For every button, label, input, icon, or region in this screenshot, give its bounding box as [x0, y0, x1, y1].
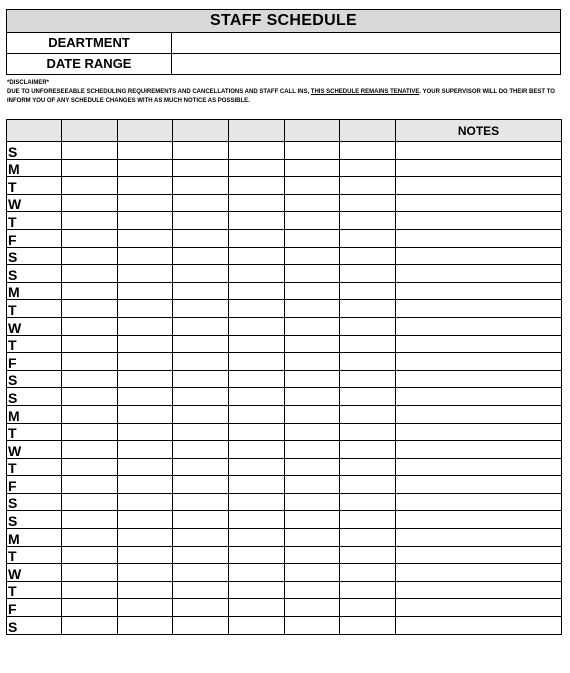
schedule-cell[interactable] — [62, 423, 118, 441]
schedule-cell[interactable] — [229, 282, 285, 300]
schedule-cell[interactable] — [62, 159, 118, 177]
schedule-cell[interactable] — [118, 335, 173, 353]
schedule-cell[interactable] — [173, 476, 229, 494]
notes-cell[interactable] — [396, 388, 562, 406]
header-cell — [118, 120, 173, 142]
schedule-cell[interactable] — [285, 388, 340, 406]
day-label: T — [7, 581, 62, 599]
schedule-cell[interactable] — [62, 493, 118, 511]
notes-cell[interactable] — [396, 529, 562, 547]
schedule-cell[interactable] — [62, 529, 118, 547]
schedule-cell[interactable] — [62, 300, 118, 318]
schedule-cell[interactable] — [173, 388, 229, 406]
schedule-cell[interactable] — [62, 458, 118, 476]
schedule-cell[interactable] — [285, 159, 340, 177]
schedule-cell[interactable] — [229, 441, 285, 459]
header-cell — [62, 120, 118, 142]
schedule-cell[interactable] — [285, 194, 340, 212]
notes-cell[interactable] — [396, 229, 562, 247]
notes-cell[interactable] — [396, 493, 562, 511]
schedule-cell[interactable] — [340, 265, 396, 283]
schedule-cell[interactable] — [340, 159, 396, 177]
schedule-cell[interactable] — [285, 142, 340, 160]
schedule-cell[interactable] — [173, 581, 229, 599]
schedule-cell[interactable] — [62, 476, 118, 494]
schedule-row — [7, 599, 562, 617]
schedule-cell[interactable] — [118, 194, 173, 212]
schedule-cell[interactable] — [285, 423, 340, 441]
notes-header: NOTES — [396, 120, 562, 142]
schedule-cell[interactable] — [62, 317, 118, 335]
schedule-cell[interactable] — [173, 564, 229, 582]
day-label: F — [7, 353, 62, 371]
schedule-cell[interactable] — [285, 335, 340, 353]
schedule-row — [7, 529, 562, 547]
schedule-cell[interactable] — [173, 423, 229, 441]
day-label: T — [7, 335, 62, 353]
day-label: M — [7, 282, 62, 300]
schedule-cell[interactable] — [62, 142, 118, 160]
day-label: T — [7, 546, 62, 564]
schedule-cell[interactable] — [173, 441, 229, 459]
schedule-cell[interactable] — [340, 493, 396, 511]
schedule-cell[interactable] — [285, 546, 340, 564]
schedule-cell[interactable] — [118, 247, 173, 265]
day-label: S — [7, 617, 62, 635]
schedule-cell[interactable] — [340, 353, 396, 371]
grid-header-row — [7, 120, 562, 142]
department-label: DEARTMENT — [7, 33, 172, 53]
schedule-cell[interactable] — [229, 194, 285, 212]
schedule-cell[interactable] — [173, 317, 229, 335]
schedule-cell[interactable] — [173, 194, 229, 212]
schedule-cell[interactable] — [62, 282, 118, 300]
schedule-cell[interactable] — [118, 353, 173, 371]
schedule-cell[interactable] — [285, 599, 340, 617]
day-label: M — [7, 529, 62, 547]
schedule-cell[interactable] — [340, 300, 396, 318]
notes-cell[interactable] — [396, 212, 562, 230]
schedule-cell[interactable] — [340, 529, 396, 547]
day-label: S — [7, 265, 62, 283]
schedule-cell[interactable] — [285, 370, 340, 388]
schedule-cell[interactable] — [285, 212, 340, 230]
schedule-cell[interactable] — [285, 458, 340, 476]
day-label: S — [7, 370, 62, 388]
schedule-row — [7, 423, 562, 441]
notes-cell[interactable] — [396, 581, 562, 599]
schedule-cell[interactable] — [285, 265, 340, 283]
schedule-row — [7, 370, 562, 388]
schedule-cell[interactable] — [62, 335, 118, 353]
schedule-cell[interactable] — [173, 247, 229, 265]
schedule-row — [7, 212, 562, 230]
day-label: S — [7, 142, 62, 160]
notes-cell[interactable] — [396, 300, 562, 318]
schedule-row — [7, 581, 562, 599]
schedule-cell[interactable] — [62, 546, 118, 564]
schedule-row — [7, 177, 562, 195]
notes-cell[interactable] — [396, 617, 562, 635]
schedule-cell[interactable] — [340, 370, 396, 388]
notes-cell[interactable] — [396, 265, 562, 283]
notes-cell[interactable] — [396, 247, 562, 265]
schedule-cell[interactable] — [229, 405, 285, 423]
schedule-cell[interactable] — [173, 546, 229, 564]
schedule-row — [7, 476, 562, 494]
schedule-cell[interactable] — [62, 581, 118, 599]
schedule-cell[interactable] — [229, 564, 285, 582]
schedule-cell[interactable] — [118, 405, 173, 423]
day-label: T — [7, 300, 62, 318]
schedule-cell[interactable] — [118, 599, 173, 617]
notes-cell[interactable] — [396, 177, 562, 195]
schedule-cell[interactable] — [340, 388, 396, 406]
schedule-cell[interactable] — [340, 335, 396, 353]
schedule-cell[interactable] — [118, 546, 173, 564]
notes-cell[interactable] — [396, 476, 562, 494]
schedule-row — [7, 194, 562, 212]
schedule-cell[interactable] — [118, 441, 173, 459]
schedule-cell[interactable] — [62, 370, 118, 388]
schedule-cell[interactable] — [118, 177, 173, 195]
day-label: W — [7, 564, 62, 582]
schedule-cell[interactable] — [340, 317, 396, 335]
schedule-cell[interactable] — [340, 142, 396, 160]
day-label: T — [7, 177, 62, 195]
schedule-cell[interactable] — [229, 159, 285, 177]
notes-cell[interactable] — [396, 564, 562, 582]
schedule-cell[interactable] — [62, 177, 118, 195]
department-field[interactable] — [172, 33, 560, 53]
schedule-cell[interactable] — [62, 617, 118, 635]
schedule-cell[interactable] — [229, 617, 285, 635]
schedule-cell[interactable] — [173, 142, 229, 160]
notes-cell[interactable] — [396, 405, 562, 423]
schedule-cell[interactable] — [229, 511, 285, 529]
header-cell — [229, 120, 285, 142]
schedule-cell[interactable] — [285, 441, 340, 459]
schedule-row — [7, 511, 562, 529]
disclaimer-text-before: DUE TO UNFORESEEABLE SCHEDULING REQUIREMENTS AND CANCELLATIONS AND STAFF CALL INS, — [7, 89, 311, 95]
disclaimer-text-underlined: THIS SCHEDULE REMAINS TENATIVE — [310, 89, 420, 95]
schedule-row — [7, 441, 562, 459]
notes-cell[interactable] — [396, 353, 562, 371]
schedule-cell[interactable] — [118, 142, 173, 160]
schedule-cell[interactable] — [62, 564, 118, 582]
schedule-cell[interactable] — [340, 194, 396, 212]
schedule-cell[interactable] — [340, 282, 396, 300]
schedule-cell[interactable] — [118, 476, 173, 494]
schedule-cell[interactable] — [340, 458, 396, 476]
day-label: S — [7, 511, 62, 529]
day-label: S — [7, 247, 62, 265]
schedule-cell[interactable] — [118, 265, 173, 283]
schedule-row — [7, 546, 562, 564]
schedule-cell[interactable] — [118, 458, 173, 476]
schedule-cell[interactable] — [229, 300, 285, 318]
schedule-cell[interactable] — [340, 247, 396, 265]
schedule-cell[interactable] — [229, 335, 285, 353]
schedule-cell[interactable] — [118, 564, 173, 582]
day-label: T — [7, 458, 62, 476]
schedule-cell[interactable] — [173, 493, 229, 511]
schedule-row — [7, 282, 562, 300]
date-range-label: DATE RANGE — [7, 54, 172, 74]
schedule-row — [7, 353, 562, 371]
schedule-cell[interactable] — [118, 511, 173, 529]
schedule-cell[interactable] — [229, 493, 285, 511]
schedule-cell[interactable] — [285, 617, 340, 635]
schedule-row — [7, 564, 562, 582]
schedule-cell[interactable] — [340, 423, 396, 441]
schedule-cell[interactable] — [62, 353, 118, 371]
schedule-row — [7, 247, 562, 265]
schedule-cell[interactable] — [285, 247, 340, 265]
day-label: S — [7, 388, 62, 406]
schedule-cell[interactable] — [340, 405, 396, 423]
notes-cell[interactable] — [396, 282, 562, 300]
schedule-cell[interactable] — [118, 300, 173, 318]
schedule-cell[interactable] — [62, 229, 118, 247]
schedule-row — [7, 617, 562, 635]
schedule-cell[interactable] — [173, 370, 229, 388]
date-range-field[interactable] — [172, 54, 560, 74]
day-label: W — [7, 194, 62, 212]
staff-schedule-sheet — [6, 9, 561, 635]
schedule-cell[interactable] — [173, 617, 229, 635]
day-label: T — [7, 423, 62, 441]
disclaimer-text-after: . YOUR SUPERVISOR WILL DO THEIR BEST TO INFORM YOU OF ANY SCHEDULE CHANGES WITH AS MUCH NOTICE AS POSSIBLE. — [7, 89, 555, 104]
schedule-cell[interactable] — [285, 300, 340, 318]
header-cell — [7, 120, 62, 142]
schedule-cell[interactable] — [62, 212, 118, 230]
schedule-cell[interactable] — [118, 388, 173, 406]
schedule-cell[interactable] — [173, 212, 229, 230]
day-label: M — [7, 405, 62, 423]
schedule-cell[interactable] — [173, 265, 229, 283]
schedule-row — [7, 300, 562, 318]
schedule-row — [7, 493, 562, 511]
schedule-cell[interactable] — [340, 599, 396, 617]
schedule-row — [7, 335, 562, 353]
schedule-row — [7, 317, 562, 335]
disclaimer-heading: *DISCLAIMER* — [7, 80, 50, 86]
schedule-cell[interactable] — [118, 581, 173, 599]
schedule-cell[interactable] — [229, 353, 285, 371]
schedule-cell[interactable] — [340, 511, 396, 529]
schedule-cell[interactable] — [173, 511, 229, 529]
schedule-cell[interactable] — [340, 581, 396, 599]
schedule-cell[interactable] — [62, 511, 118, 529]
schedule-cell[interactable] — [62, 388, 118, 406]
schedule-cell[interactable] — [285, 353, 340, 371]
schedule-cell[interactable] — [229, 317, 285, 335]
schedule-cell[interactable] — [340, 212, 396, 230]
schedule-cell[interactable] — [118, 159, 173, 177]
schedule-cell[interactable] — [62, 265, 118, 283]
schedule-grid — [6, 119, 562, 635]
notes-cell[interactable] — [396, 423, 562, 441]
schedule-cell[interactable] — [285, 529, 340, 547]
schedule-cell[interactable] — [118, 493, 173, 511]
schedule-cell[interactable] — [285, 511, 340, 529]
schedule-cell[interactable] — [340, 441, 396, 459]
schedule-cell[interactable] — [229, 599, 285, 617]
day-label: W — [7, 317, 62, 335]
department-row — [6, 33, 561, 54]
schedule-cell[interactable] — [229, 265, 285, 283]
schedule-cell[interactable] — [229, 212, 285, 230]
day-label: F — [7, 476, 62, 494]
date-range-row — [6, 54, 561, 75]
schedule-cell[interactable] — [173, 529, 229, 547]
notes-cell[interactable] — [396, 511, 562, 529]
notes-cell[interactable] — [396, 441, 562, 459]
schedule-cell[interactable] — [62, 194, 118, 212]
schedule-cell[interactable] — [285, 177, 340, 195]
schedule-cell[interactable] — [229, 370, 285, 388]
schedule-cell[interactable] — [118, 370, 173, 388]
schedule-row — [7, 159, 562, 177]
schedule-cell[interactable] — [340, 617, 396, 635]
schedule-row — [7, 458, 562, 476]
schedule-title: STAFF SCHEDULE — [6, 9, 561, 33]
schedule-cell[interactable] — [229, 142, 285, 160]
schedule-cell[interactable] — [229, 388, 285, 406]
schedule-cell[interactable] — [229, 476, 285, 494]
schedule-row — [7, 388, 562, 406]
schedule-cell[interactable] — [229, 177, 285, 195]
schedule-cell[interactable] — [229, 458, 285, 476]
day-label: M — [7, 159, 62, 177]
schedule-cell[interactable] — [285, 581, 340, 599]
schedule-cell[interactable] — [173, 282, 229, 300]
schedule-cell[interactable] — [173, 599, 229, 617]
schedule-cell[interactable] — [118, 229, 173, 247]
schedule-cell[interactable] — [229, 546, 285, 564]
notes-cell[interactable] — [396, 317, 562, 335]
schedule-cell[interactable] — [285, 493, 340, 511]
header-cell — [285, 120, 340, 142]
schedule-cell[interactable] — [285, 282, 340, 300]
header-cell — [340, 120, 396, 142]
notes-cell[interactable] — [396, 194, 562, 212]
notes-cell[interactable] — [396, 546, 562, 564]
notes-cell[interactable] — [396, 458, 562, 476]
schedule-cell[interactable] — [229, 229, 285, 247]
schedule-cell[interactable] — [173, 159, 229, 177]
schedule-row — [7, 229, 562, 247]
schedule-cell[interactable] — [229, 423, 285, 441]
schedule-cell[interactable] — [62, 247, 118, 265]
schedule-cell[interactable] — [340, 546, 396, 564]
schedule-cell[interactable] — [285, 564, 340, 582]
schedule-cell[interactable] — [118, 212, 173, 230]
schedule-row — [7, 142, 562, 160]
schedule-cell[interactable] — [229, 529, 285, 547]
day-label: W — [7, 441, 62, 459]
schedule-cell[interactable] — [229, 247, 285, 265]
schedule-cell[interactable] — [173, 300, 229, 318]
schedule-cell[interactable] — [285, 405, 340, 423]
schedule-cell[interactable] — [118, 529, 173, 547]
notes-cell[interactable] — [396, 335, 562, 353]
schedule-cell[interactable] — [173, 458, 229, 476]
schedule-cell[interactable] — [340, 476, 396, 494]
schedule-cell[interactable] — [285, 317, 340, 335]
schedule-cell[interactable] — [62, 405, 118, 423]
schedule-cell[interactable] — [118, 423, 173, 441]
day-label: S — [7, 493, 62, 511]
schedule-cell[interactable] — [340, 229, 396, 247]
notes-cell[interactable] — [396, 142, 562, 160]
schedule-cell[interactable] — [62, 441, 118, 459]
schedule-cell[interactable] — [173, 353, 229, 371]
schedule-cell[interactable] — [173, 177, 229, 195]
schedule-cell[interactable] — [340, 177, 396, 195]
schedule-cell[interactable] — [118, 617, 173, 635]
header-cell — [173, 120, 229, 142]
schedule-cell[interactable] — [285, 229, 340, 247]
schedule-cell[interactable] — [118, 282, 173, 300]
notes-cell[interactable] — [396, 599, 562, 617]
schedule-cell[interactable] — [173, 405, 229, 423]
schedule-cell[interactable] — [285, 476, 340, 494]
schedule-cell[interactable] — [340, 564, 396, 582]
schedule-cell[interactable] — [173, 229, 229, 247]
schedule-cell[interactable] — [62, 599, 118, 617]
day-label: F — [7, 229, 62, 247]
notes-cell[interactable] — [396, 370, 562, 388]
schedule-row — [7, 265, 562, 283]
notes-cell[interactable] — [396, 159, 562, 177]
schedule-cell[interactable] — [173, 335, 229, 353]
schedule-cell[interactable] — [118, 317, 173, 335]
schedule-cell[interactable] — [229, 581, 285, 599]
day-label: T — [7, 212, 62, 230]
schedule-row — [7, 405, 562, 423]
day-label: F — [7, 599, 62, 617]
